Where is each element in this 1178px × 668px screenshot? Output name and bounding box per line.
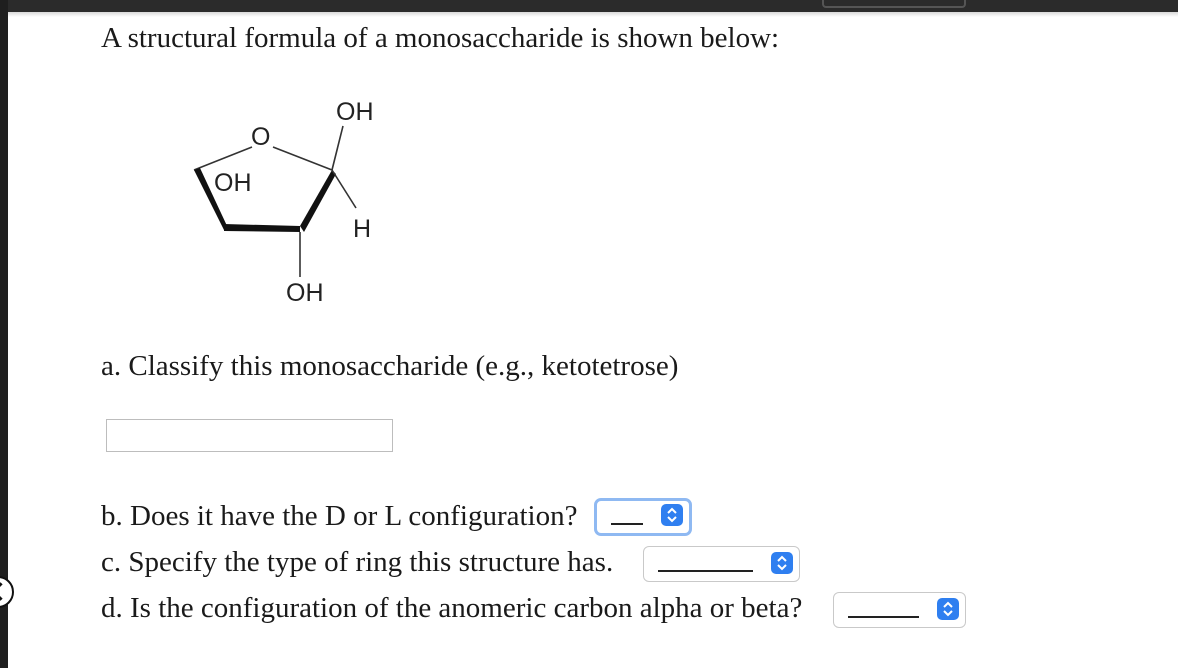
top-bar-shadow xyxy=(0,12,1178,17)
part-c-prompt: c. Specify the type of ring this structure has. xyxy=(101,546,614,578)
monosaccharide-structure xyxy=(180,90,410,320)
references-tab[interactable] xyxy=(822,0,966,8)
left-oh-label: OH xyxy=(214,169,252,197)
bottom-oh-label: OH xyxy=(286,279,324,307)
up-down-chevron-icon xyxy=(661,504,683,526)
selected-value xyxy=(611,523,643,525)
window-top-bar xyxy=(0,0,1178,12)
selected-value xyxy=(848,616,919,618)
ring-oxygen-label: O xyxy=(251,123,271,151)
ring-type-select[interactable] xyxy=(643,546,800,582)
question-intro: A structural formula of a monosaccharide is shown below: xyxy=(101,22,780,54)
dl-configuration-select[interactable] xyxy=(594,498,692,536)
right-h-label: H xyxy=(353,215,372,243)
left-border xyxy=(0,0,8,668)
part-a-prompt: a. Classify this monosaccharide (e.g., ketotetrose) xyxy=(101,350,679,382)
up-down-chevron-icon xyxy=(937,598,959,620)
anomeric-config-select[interactable] xyxy=(833,592,966,628)
classification-input[interactable] xyxy=(106,419,393,452)
selected-value xyxy=(658,570,753,572)
up-down-chevron-icon xyxy=(771,552,793,574)
part-b-prompt: b. Does it have the D or L configuration? xyxy=(101,500,578,532)
top-oh-label: OH xyxy=(336,98,374,126)
part-d-prompt: d. Is the configuration of the anomeric carbon alpha or beta? xyxy=(101,592,803,624)
chevron-left-icon[interactable] xyxy=(0,576,14,608)
